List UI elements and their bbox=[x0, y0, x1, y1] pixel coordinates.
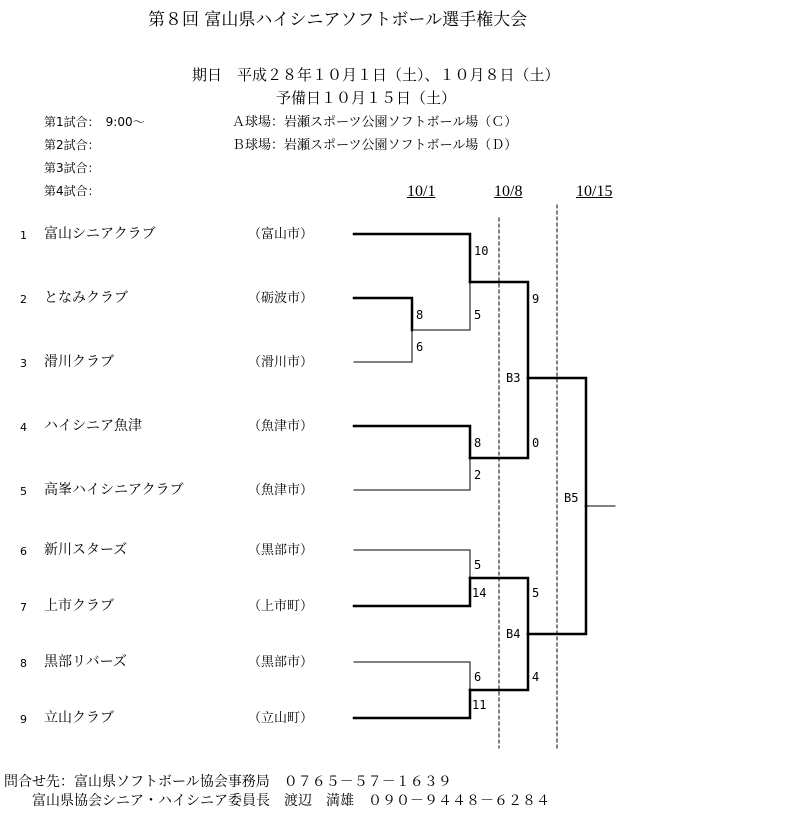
game2-time: 第2試合： bbox=[44, 138, 100, 152]
team-name: となみクラブ bbox=[44, 290, 128, 306]
score-m23-bot: 6 bbox=[416, 340, 424, 354]
game3-time: 第3試合： bbox=[44, 161, 100, 175]
line-team7 bbox=[354, 578, 470, 606]
score-semi2-bot: 4 bbox=[532, 670, 540, 684]
team-city: （黒部市） bbox=[248, 655, 314, 670]
team-seed: 5 bbox=[20, 485, 27, 498]
event-dates: 期日 平成２８年１０月１日（土）、１０月８日（土） bbox=[192, 66, 560, 84]
line-team3 bbox=[354, 330, 412, 362]
round3-date: 10/15 bbox=[576, 183, 613, 200]
line-team8 bbox=[354, 662, 470, 690]
team-city: （黒部市） bbox=[248, 543, 314, 558]
score-semi1-bot: 0 bbox=[532, 436, 540, 450]
score-m67-bot: 14 bbox=[472, 586, 487, 600]
team-city: （魚津市） bbox=[248, 419, 314, 434]
team-name: 滑川クラブ bbox=[44, 354, 114, 370]
field-b: Ｂ球場：岩瀬スポーツ公園ソフトボール場（Ｄ） bbox=[232, 138, 518, 153]
field-a: Ａ球場：岩瀬スポーツ公園ソフトボール場（Ｃ） bbox=[232, 115, 518, 130]
team-name: 富山シニアクラブ bbox=[44, 226, 156, 242]
team-seed: 3 bbox=[20, 357, 27, 370]
score-m67-top: 5 bbox=[474, 558, 482, 572]
line-team2 bbox=[354, 298, 412, 330]
score-m89-bot: 11 bbox=[472, 698, 487, 712]
score-m23-top: 8 bbox=[416, 308, 424, 322]
contact-chair: 富山県協会シニア・ハイシニア委員長 渡辺 満雄 ０９０－９４４８－６２８４ bbox=[32, 793, 550, 809]
line-team1 bbox=[354, 234, 470, 282]
score-semi1-top: 9 bbox=[532, 292, 540, 306]
game4-time: 第4試合： bbox=[44, 184, 100, 198]
contact-office: 問合せ先：富山県ソフトボール協会事務局 ０７６５－５７－１６３９ bbox=[4, 774, 452, 790]
team-seed: 6 bbox=[20, 545, 27, 558]
page-title: 第８回 富山県ハイシニアソフトボール選手権大会 bbox=[148, 10, 528, 30]
round2-date: 10/8 bbox=[494, 183, 523, 200]
team-seed: 8 bbox=[20, 657, 27, 670]
line-team5 bbox=[354, 458, 470, 490]
match-label-b4: B4 bbox=[506, 627, 521, 641]
line-team9 bbox=[354, 690, 470, 718]
team-city: （上市町） bbox=[248, 599, 314, 614]
line-team4 bbox=[354, 426, 470, 458]
team-city: （魚津市） bbox=[248, 483, 314, 498]
match-label-b5: B5 bbox=[564, 491, 579, 505]
team-seed: 7 bbox=[20, 601, 27, 614]
score-m45-bot: 2 bbox=[474, 468, 482, 482]
reserve-date: 予備日１０月１５日（土） bbox=[276, 89, 457, 107]
team-name: 上市クラブ bbox=[44, 598, 114, 614]
round1-date: 10/1 bbox=[407, 183, 436, 200]
game1-time: 第1試合： 9:00～ bbox=[44, 115, 145, 129]
team-city: （砺波市） bbox=[248, 291, 314, 306]
team-city: （富山市） bbox=[248, 227, 314, 242]
score-m89-top: 6 bbox=[474, 670, 482, 684]
team-name: 黒部リバーズ bbox=[44, 654, 127, 670]
team-seed: 2 bbox=[20, 293, 27, 306]
score-semi2-top: 5 bbox=[532, 586, 540, 600]
team-name: 新川スターズ bbox=[44, 542, 128, 558]
score-m45-top: 8 bbox=[474, 436, 482, 450]
team-seed: 4 bbox=[20, 421, 27, 434]
match-label-b3: B3 bbox=[506, 371, 521, 385]
team-name: ハイシニア魚津 bbox=[44, 418, 142, 434]
team-name: 高峯ハイシニアクラブ bbox=[44, 482, 184, 498]
team-city: （立山町） bbox=[248, 711, 314, 726]
team-city: （滑川市） bbox=[248, 355, 314, 370]
score-m1-bot: 5 bbox=[474, 308, 482, 322]
line-w23 bbox=[412, 282, 470, 330]
team-seed: 9 bbox=[20, 713, 27, 726]
team-name: 立山クラブ bbox=[44, 710, 114, 726]
line-team6 bbox=[354, 550, 470, 578]
score-m1-top: 10 bbox=[474, 244, 489, 258]
team-seed: 1 bbox=[20, 229, 27, 242]
